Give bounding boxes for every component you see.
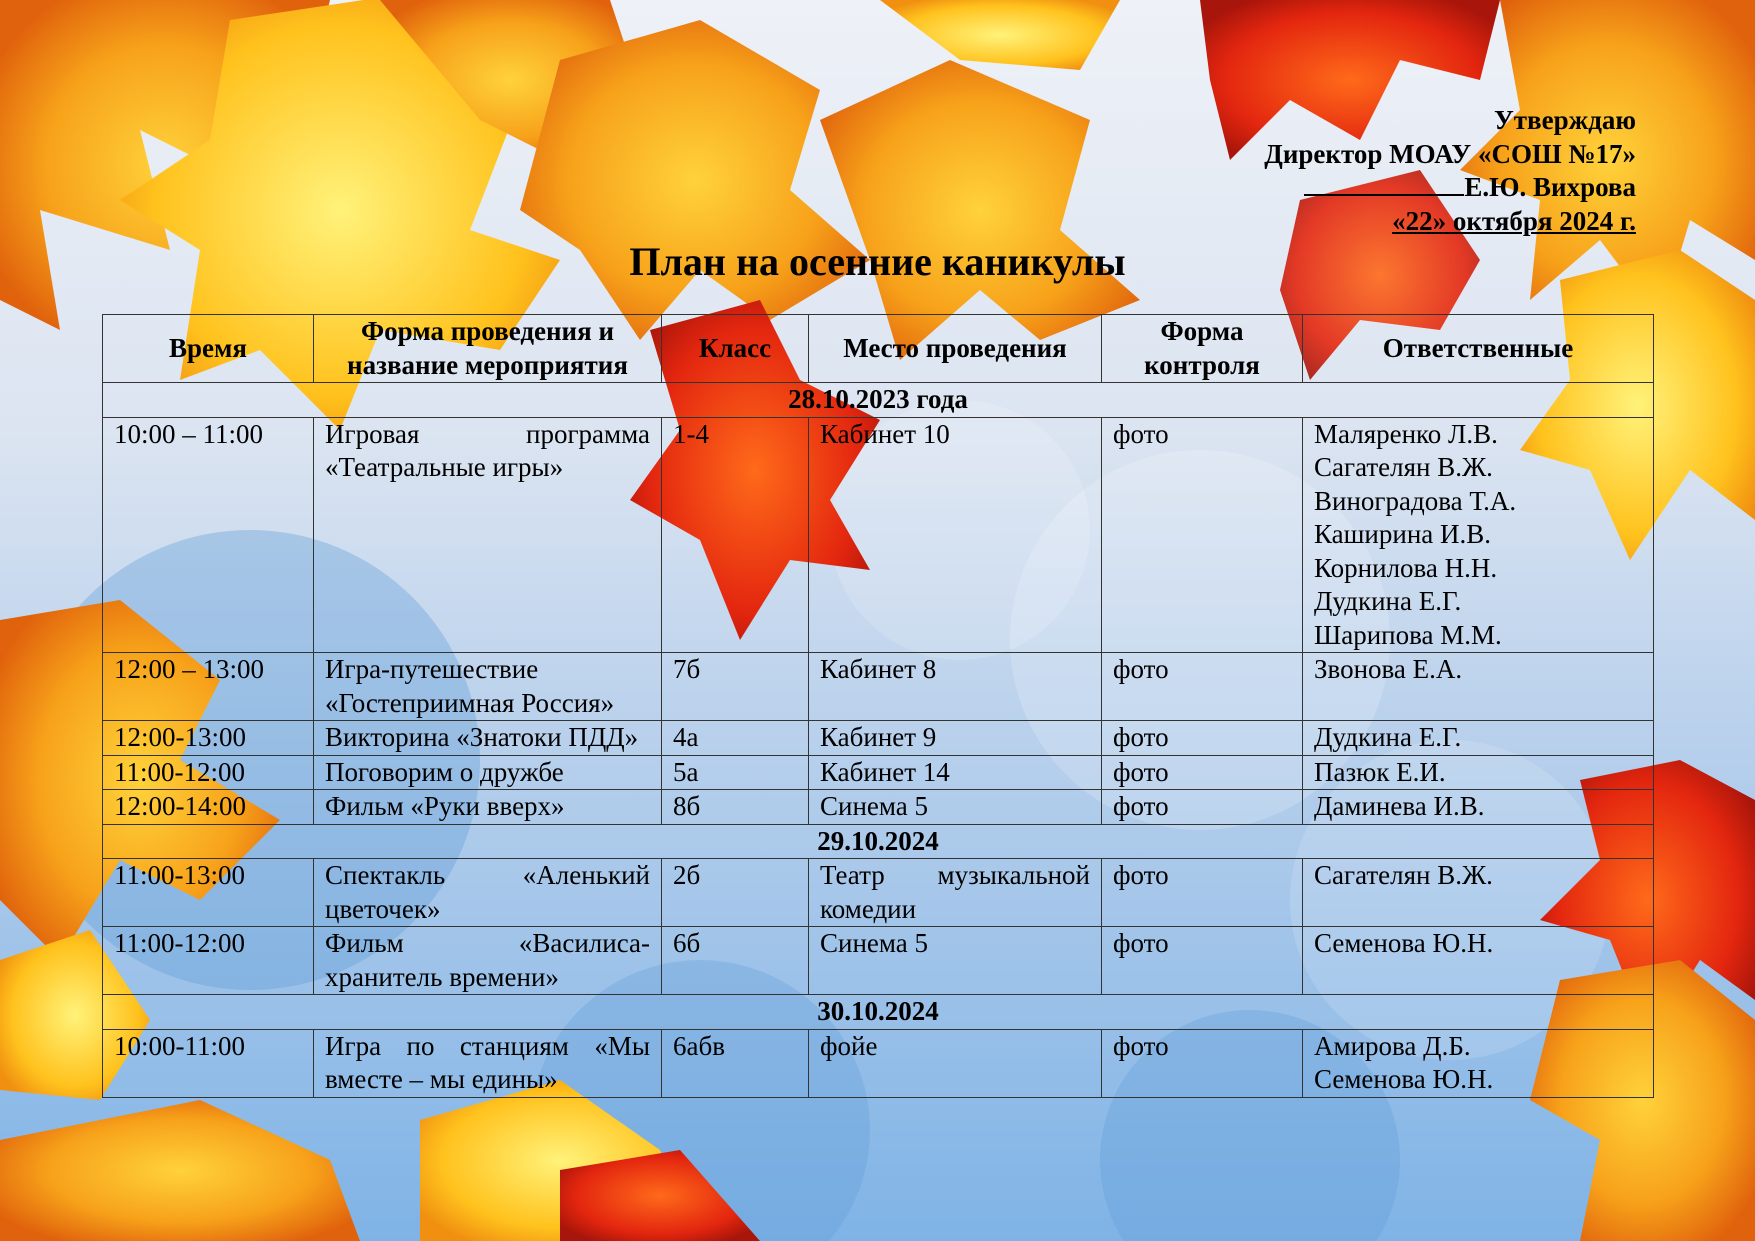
header-place: Место проведения [809, 315, 1102, 383]
header-responsible: Ответственные [1303, 315, 1654, 383]
responsible-person: Сагателян В.Ж. [1314, 452, 1493, 482]
responsible-person: Шарипова М.М. [1314, 619, 1502, 650]
class-cell: 6б [662, 927, 809, 995]
table-row [103, 721, 1654, 756]
place-cell: Кабинет 14 [809, 755, 1102, 790]
time-cell: 12:00-14:00 [103, 790, 314, 825]
responsible-cell [1303, 790, 1654, 825]
date-cell: 29.10.2024 [103, 824, 1654, 859]
time-cell: 10:00 – 11:00 [103, 417, 314, 653]
time-cell: 11:00-13:00 [103, 859, 314, 927]
time-cell: 10:00-11:00 [103, 1029, 314, 1097]
event-cell: Игра-путешествие «Гостеприимная Россия» [314, 653, 662, 721]
class-cell: 1-4 [662, 417, 809, 653]
class-cell: 6абв [662, 1029, 809, 1097]
place-cell: Синема 5 [809, 927, 1102, 995]
control-cell: фото [1102, 790, 1303, 825]
responsible-person: Маляренко Л.В. [1314, 418, 1498, 449]
place-cell: фойе [809, 1029, 1102, 1097]
approval-block [1116, 104, 1636, 238]
event-cell: Игровая программа «Театральные игры» [314, 417, 662, 653]
responsible-person: Каширина И.В. [1314, 519, 1492, 549]
event-cell: Фильм «Руки вверх» [314, 790, 662, 825]
responsible-person: Дудкина Е.Г. [1314, 586, 1462, 616]
time-cell: 12:00 – 13:00 [103, 653, 314, 721]
signature-line [1304, 174, 1464, 196]
date-cell: 28.10.2023 года [103, 383, 1654, 418]
responsible-person: Семенова Ю.Н. [1314, 928, 1494, 958]
class-cell: 5а [662, 755, 809, 790]
header-event: Форма проведения и название мероприятия [314, 315, 662, 383]
control-cell: фото [1102, 721, 1303, 756]
control-cell: фото [1102, 755, 1303, 790]
responsible-cell [1303, 653, 1654, 721]
header-class: Класс [662, 315, 809, 383]
place-cell: Кабинет 9 [809, 721, 1102, 756]
table-row [103, 417, 1654, 653]
approval-heading: Утверждаю [1493, 105, 1636, 135]
date-cell: 30.10.2024 [103, 995, 1654, 1030]
table-row [103, 927, 1654, 995]
responsible-cell [1303, 721, 1654, 756]
date-row [103, 995, 1654, 1030]
approval-position: Директор МОАУ «СОШ №17» [1264, 138, 1636, 169]
table-header-row [103, 315, 1654, 383]
table-row [103, 859, 1654, 927]
schedule-table [102, 314, 1654, 1098]
table-row [103, 755, 1654, 790]
class-cell: 2б [662, 859, 809, 927]
header-control: Форма контроля [1102, 315, 1303, 383]
time-cell: 11:00-12:00 [103, 755, 314, 790]
place-cell: Синема 5 [809, 790, 1102, 825]
table-body [103, 383, 1654, 1098]
responsible-person: Звонова Е.А. [1314, 654, 1463, 684]
responsible-person: Виноградова Т.А. [1314, 485, 1517, 516]
responsible-cell [1303, 417, 1654, 653]
responsible-cell [1303, 1029, 1654, 1097]
date-row [103, 383, 1654, 418]
event-cell: Игра по станциям «Мы вместе – мы едины» [314, 1029, 662, 1097]
control-cell: фото [1102, 859, 1303, 927]
date-row [103, 824, 1654, 859]
control-cell: фото [1102, 653, 1303, 721]
control-cell: фото [1102, 1029, 1303, 1097]
responsible-person: Корнилова Н.Н. [1314, 552, 1498, 583]
time-cell: 12:00-13:00 [103, 721, 314, 756]
table-row [103, 653, 1654, 721]
control-cell: фото [1102, 417, 1303, 653]
event-cell: Спектакль «Аленький цветочек» [314, 859, 662, 927]
responsible-person: Даминева И.В. [1314, 791, 1485, 821]
responsible-person: Пазюк Е.И. [1314, 756, 1446, 787]
class-cell: 7б [662, 653, 809, 721]
place-cell: Кабинет 8 [809, 653, 1102, 721]
header-time: Время [103, 315, 314, 383]
control-cell: фото [1102, 927, 1303, 995]
responsible-cell [1303, 755, 1654, 790]
responsible-person: Амирова Д.Б. [1314, 1030, 1471, 1061]
table-row [103, 1029, 1654, 1097]
responsible-person: Сагателян В.Ж. [1314, 860, 1493, 890]
time-cell: 11:00-12:00 [103, 927, 314, 995]
place-cell: Театр музыкальной комедии [809, 859, 1102, 927]
event-cell: Викторина «Знатоки ПДД» [314, 721, 662, 756]
page-title: План на осенние каникулы [629, 239, 1126, 284]
approval-name: Е.Ю. Вихрова [1464, 172, 1636, 202]
responsible-person: Семенова Ю.Н. [1314, 1064, 1494, 1094]
table-row [103, 790, 1654, 825]
responsible-cell [1303, 927, 1654, 995]
approval-signature [1116, 171, 1636, 205]
event-cell: Поговорим о дружбе [314, 755, 662, 790]
approval-date: «22» октября 2024 г. [1392, 205, 1636, 236]
place-cell: Кабинет 10 [809, 417, 1102, 653]
class-cell: 8б [662, 790, 809, 825]
event-cell: Фильм «Василиса-хранитель времени» [314, 927, 662, 995]
class-cell: 4а [662, 721, 809, 756]
responsible-person: Дудкина Е.Г. [1314, 722, 1462, 752]
responsible-cell [1303, 859, 1654, 927]
